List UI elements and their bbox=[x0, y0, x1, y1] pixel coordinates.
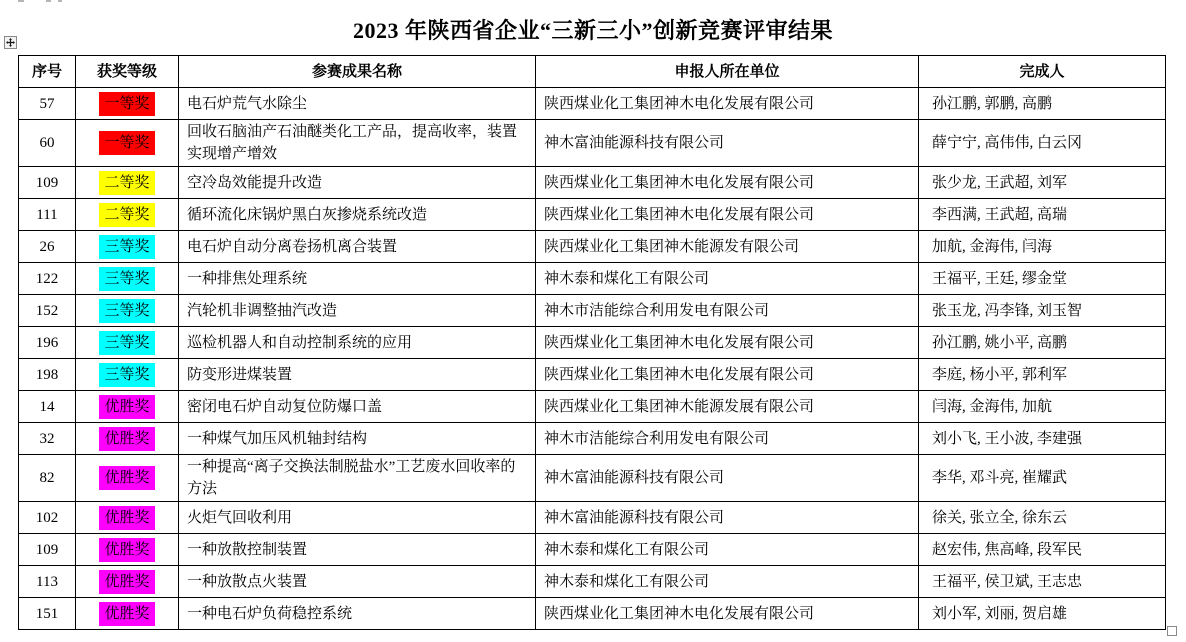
people-cell: 张玉龙, 冯李锋, 刘玉智 bbox=[919, 295, 1166, 327]
table-row bbox=[19, 199, 1166, 231]
award-cell bbox=[76, 566, 179, 598]
award-cell bbox=[76, 502, 179, 534]
award-cell bbox=[76, 199, 179, 231]
table-row bbox=[19, 391, 1166, 423]
award-badge: 一等奖 bbox=[99, 92, 154, 116]
people-cell: 赵宏伟, 焦高峰, 段军民 bbox=[919, 534, 1166, 566]
col-header-people: 完成人 bbox=[919, 56, 1166, 88]
people-cell: 徐关, 张立全, 徐东云 bbox=[919, 502, 1166, 534]
award-badge: 三等奖 bbox=[99, 363, 154, 387]
serial-cell: 82 bbox=[19, 455, 76, 502]
col-header-org: 申报人所在单位 bbox=[536, 56, 919, 88]
org-cell: 陕西煤业化工集团神木电化发展有限公司 bbox=[536, 88, 919, 120]
serial-cell: 57 bbox=[19, 88, 76, 120]
award-badge: 三等奖 bbox=[99, 299, 154, 323]
col-header-serial: 序号 bbox=[19, 56, 76, 88]
serial-cell: 196 bbox=[19, 327, 76, 359]
name-cell: 一种提高“离子交换法制脱盐水”工艺废水回收率的方法 bbox=[179, 455, 536, 502]
award-badge: 一等奖 bbox=[99, 131, 154, 155]
award-cell bbox=[76, 167, 179, 199]
serial-cell: 111 bbox=[19, 199, 76, 231]
table-row bbox=[19, 231, 1166, 263]
serial-cell: 122 bbox=[19, 263, 76, 295]
award-cell bbox=[76, 391, 179, 423]
award-badge: 优胜奖 bbox=[99, 602, 154, 626]
award-badge: 优胜奖 bbox=[99, 466, 154, 490]
name-cell: 一种排焦处理系统 bbox=[179, 263, 536, 295]
name-cell: 循环流化床锅炉黑白灰掺烧系统改造 bbox=[179, 199, 536, 231]
award-badge: 二等奖 bbox=[99, 171, 154, 195]
people-cell: 闫海, 金海伟, 加航 bbox=[919, 391, 1166, 423]
org-cell: 神木富油能源科技有限公司 bbox=[536, 502, 919, 534]
award-cell bbox=[76, 534, 179, 566]
serial-cell: 198 bbox=[19, 359, 76, 391]
award-cell bbox=[76, 327, 179, 359]
serial-cell: 151 bbox=[19, 598, 76, 630]
table-row bbox=[19, 566, 1166, 598]
people-cell: 加航, 金海伟, 闫海 bbox=[919, 231, 1166, 263]
move-icon bbox=[6, 38, 15, 47]
table-row bbox=[19, 455, 1166, 502]
people-cell: 李华, 邓斗亮, 崔耀武 bbox=[919, 455, 1166, 502]
award-badge: 三等奖 bbox=[99, 267, 154, 291]
table-row bbox=[19, 423, 1166, 455]
name-cell: 一种放散点火装置 bbox=[179, 566, 536, 598]
table-resize-handle[interactable] bbox=[1167, 626, 1177, 636]
serial-cell: 109 bbox=[19, 534, 76, 566]
org-cell: 陕西煤业化工集团神木能源发有限公司 bbox=[536, 231, 919, 263]
table-row bbox=[19, 167, 1166, 199]
award-badge: 优胜奖 bbox=[99, 570, 154, 594]
org-cell: 陕西煤业化工集团神木电化发展有限公司 bbox=[536, 359, 919, 391]
people-cell: 张少龙, 王武超, 刘军 bbox=[919, 167, 1166, 199]
award-cell bbox=[76, 88, 179, 120]
award-cell bbox=[76, 231, 179, 263]
award-badge: 二等奖 bbox=[99, 203, 154, 227]
org-cell: 神木泰和煤化工有限公司 bbox=[536, 534, 919, 566]
award-badge: 优胜奖 bbox=[99, 395, 154, 419]
people-cell: 孙江鹏, 郭鹏, 高鹏 bbox=[919, 88, 1166, 120]
name-cell: 一种电石炉负荷稳控系统 bbox=[179, 598, 536, 630]
award-cell bbox=[76, 263, 179, 295]
page-title: 2023 年陕西省企业“三新三小”创新竞赛评审结果 bbox=[352, 18, 833, 43]
table-row bbox=[19, 263, 1166, 295]
table-row bbox=[19, 327, 1166, 359]
org-cell: 神木市洁能综合利用发电有限公司 bbox=[536, 295, 919, 327]
award-cell bbox=[76, 598, 179, 630]
table-row bbox=[19, 502, 1166, 534]
org-cell: 神木泰和煤化工有限公司 bbox=[536, 566, 919, 598]
serial-cell: 60 bbox=[19, 120, 76, 167]
award-badge: 三等奖 bbox=[99, 235, 154, 259]
award-badge: 优胜奖 bbox=[99, 427, 154, 451]
name-cell: 回收石脑油产石油醚类化工产品，提高收率，装置实现增产增效 bbox=[179, 120, 536, 167]
people-cell: 王福平, 侯卫斌, 王志忠 bbox=[919, 566, 1166, 598]
table-move-handle[interactable] bbox=[4, 36, 17, 49]
table-row bbox=[19, 598, 1166, 630]
org-cell: 神木富油能源科技有限公司 bbox=[536, 120, 919, 167]
header-row bbox=[19, 56, 1166, 88]
award-badge: 三等奖 bbox=[99, 331, 154, 355]
award-cell bbox=[76, 295, 179, 327]
award-badge: 优胜奖 bbox=[99, 538, 154, 562]
name-cell: 一种放散控制装置 bbox=[179, 534, 536, 566]
table-row bbox=[19, 88, 1166, 120]
award-cell bbox=[76, 359, 179, 391]
results-table bbox=[18, 55, 1166, 630]
serial-cell: 109 bbox=[19, 167, 76, 199]
name-cell: 电石炉自动分离卷扬机离合装置 bbox=[179, 231, 536, 263]
name-cell: 防变形进煤装置 bbox=[179, 359, 536, 391]
table-row bbox=[19, 534, 1166, 566]
award-cell bbox=[76, 120, 179, 167]
people-cell: 刘小军, 刘丽, 贺启雄 bbox=[919, 598, 1166, 630]
name-cell: 电石炉荒气水除尘 bbox=[179, 88, 536, 120]
people-cell: 王福平, 王廷, 缪金堂 bbox=[919, 263, 1166, 295]
serial-cell: 14 bbox=[19, 391, 76, 423]
people-cell: 李庭, 杨小平, 郭利军 bbox=[919, 359, 1166, 391]
people-cell: 薛宁宁, 高伟伟, 白云冈 bbox=[919, 120, 1166, 167]
org-cell: 陕西煤业化工集团神木电化发展有限公司 bbox=[536, 598, 919, 630]
org-cell: 神木富油能源科技有限公司 bbox=[536, 455, 919, 502]
org-cell: 神木市洁能综合利用发电有限公司 bbox=[536, 423, 919, 455]
table-row bbox=[19, 359, 1166, 391]
name-cell: 空冷岛效能提升改造 bbox=[179, 167, 536, 199]
org-cell: 陕西煤业化工集团神木能源发展有限公司 bbox=[536, 391, 919, 423]
serial-cell: 113 bbox=[19, 566, 76, 598]
serial-cell: 26 bbox=[19, 231, 76, 263]
name-cell: 一种煤气加压风机轴封结构 bbox=[179, 423, 536, 455]
table-row bbox=[19, 295, 1166, 327]
serial-cell: 32 bbox=[19, 423, 76, 455]
award-cell bbox=[76, 455, 179, 502]
serial-cell: 152 bbox=[19, 295, 76, 327]
people-cell: 李西满, 王武超, 高瑞 bbox=[919, 199, 1166, 231]
table-body bbox=[19, 88, 1166, 630]
name-cell: 火炬气回收利用 bbox=[179, 502, 536, 534]
org-cell: 陕西煤业化工集团神木电化发展有限公司 bbox=[536, 167, 919, 199]
award-cell bbox=[76, 423, 179, 455]
serial-cell: 102 bbox=[19, 502, 76, 534]
org-cell: 陕西煤业化工集团神木电化发展有限公司 bbox=[536, 199, 919, 231]
people-cell: 孙江鹏, 姚小平, 高鹏 bbox=[919, 327, 1166, 359]
col-header-award: 获奖等级 bbox=[76, 56, 179, 88]
org-cell: 神木泰和煤化工有限公司 bbox=[536, 263, 919, 295]
table-row bbox=[19, 120, 1166, 167]
people-cell: 刘小飞, 王小波, 李建强 bbox=[919, 423, 1166, 455]
name-cell: 巡检机器人和自动控制系统的应用 bbox=[179, 327, 536, 359]
name-cell: 密闭电石炉自动复位防爆口盖 bbox=[179, 391, 536, 423]
award-badge: 优胜奖 bbox=[99, 506, 154, 530]
name-cell: 汽轮机非调整抽汽改造 bbox=[179, 295, 536, 327]
col-header-name: 参赛成果名称 bbox=[179, 56, 536, 88]
org-cell: 陕西煤业化工集团神木电化发展有限公司 bbox=[536, 327, 919, 359]
